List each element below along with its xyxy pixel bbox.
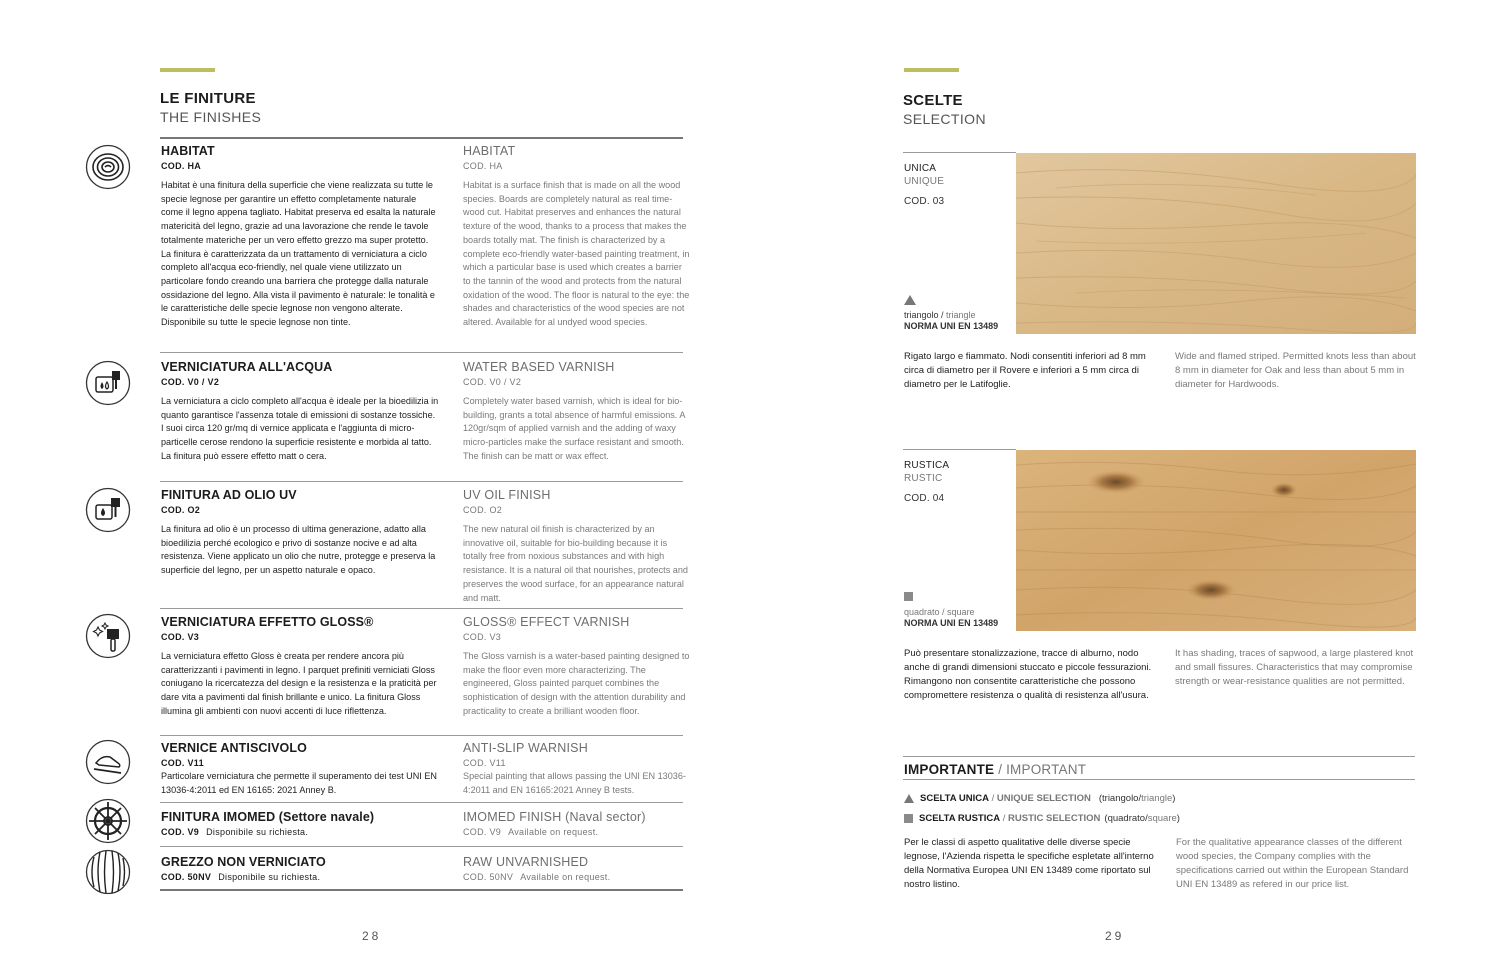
water-varnish-icon <box>85 360 131 406</box>
shape-name: triangolo <box>904 310 939 320</box>
finish-title: VERNICE ANTISCIVOLO <box>161 741 307 755</box>
page-number-left: 28 <box>362 929 382 943</box>
finish-code: COD. O2 <box>463 505 503 515</box>
square-icon <box>904 814 913 823</box>
oil-finish-icon <box>85 487 131 533</box>
shape-it: triangolo <box>1102 793 1139 804</box>
finish-title: VERNICIATURA ALL'ACQUA <box>161 360 333 374</box>
important-rustic-row: SCELTA RUSTICA / RUSTIC SELECTION (quadrato/square) <box>904 813 1180 824</box>
divider <box>903 152 1016 153</box>
finish-title: GREZZO NON VERNICIATO <box>161 855 326 869</box>
finish-title: HABITAT <box>161 144 215 158</box>
finish-text: Completely water based varnish, which is ideal for bio-building, grants a total absence of harmful emissions. A 120gr/sqm of applied varnish and the adding of waxy micro-particles make the surface resistant and smooth. The finish can be matt or wax effect. <box>463 396 685 461</box>
accent-bar-left <box>160 68 215 72</box>
availability: Disponibile su richiesta. <box>218 872 321 882</box>
wood-sample-rustic <box>1016 450 1416 631</box>
finish-text: La verniciatura a ciclo completo all'acqua è ideale per la bioedilizia in quanto garantisce l'assenza totale di emissioni di sostanze tossiche. I suoi circa 120 gr/mq di vernice applicata e l'aggiunta di micro-particelle cerose rendono la superficie resistente e morbida al tatto. La finitura può essere effetto matt o cera. <box>161 396 439 461</box>
finish-oil-it <box>161 488 439 578</box>
finish-text: Habitat is a surface finish that is made on all the wood species. Boards are completely natural as real time-wood cut. Habitat preserves and enhances the natural texture of the wood, thanks to a process that makes the boards totally mat. The finish is characterized by a complete eco-friendly water-based painting treatment, in which a particular base is used which creates a barrier to the tannin of the wood and protects from the natural oxidation of the wood. The floor is natural to the eye: the shades and characteristics of the wood species are not altered. Available for al undyed wood species. <box>463 180 690 328</box>
finish-title: IMOMED FINISH (Naval sector) <box>463 810 646 824</box>
selection-name-en: RUSTIC <box>904 473 943 484</box>
gloss-brush-icon <box>85 613 131 659</box>
important-en: IMPORTANT <box>1006 762 1087 777</box>
selection-en: RUSTIC SELECTION <box>1008 813 1101 824</box>
divider <box>160 608 683 609</box>
page-number-right: 29 <box>1105 929 1125 943</box>
important-text-it: Per le classi di aspetto qualitative delle diverse specie legnose, l'Azienda rispetta le specifiche espletate all'interno della Normativa Europea UNI EN 13489 come riportato sul nostro listino. <box>904 837 1154 890</box>
divider <box>160 137 683 139</box>
finish-title: HABITAT <box>463 144 516 158</box>
finish-gloss-it <box>161 615 439 719</box>
divider <box>160 481 683 482</box>
important-title: IMPORTANTE / IMPORTANT <box>904 762 1087 777</box>
selection-name: RUSTICA <box>904 460 950 471</box>
selection-rustica-desc-en: It has shading, traces of sapwood, a large plastered knot and small fissures. Characteristics that may compromise strength or wear-resistance qualities are not permitted. <box>1175 648 1414 687</box>
finish-text: The new natural oil finish is characterized by an innovative oil, suitable for bio-building because it is totally free from noxious substances and with high resistance. It is a natural oil that nourishes, protects and preserves the wood surface, for an appearance natural and matt. <box>463 524 688 603</box>
selection-unica-label <box>904 163 944 207</box>
shape-it: quadrato <box>1107 813 1146 824</box>
finish-habitat-en <box>463 144 691 330</box>
selection-name-en: UNIQUE <box>904 176 945 187</box>
finish-oil-en <box>463 488 691 605</box>
finish-code: COD. V0 / V2 <box>463 377 522 387</box>
divider <box>903 756 1415 757</box>
norm: NORMA UNI EN 13489 <box>904 321 999 331</box>
finish-anti-slip-en <box>463 741 691 797</box>
finish-title: VERNICIATURA EFFETTO GLOSS® <box>161 615 374 629</box>
code-value: COD. V9 <box>161 827 200 837</box>
finish-code <box>161 871 439 884</box>
code-value: COD. 50NV <box>161 872 212 882</box>
shape-name-en: square <box>947 607 975 617</box>
selection-it: SCELTA RUSTICA <box>919 813 1001 824</box>
selection-unica-desc-it: Rigato largo e fiammato. Nodi consentiti inferiori ad 8 mm circa di diametro per il Rovere e inferiori a 5 mm circa di diametro per le Latifoglie. <box>904 351 1146 390</box>
square-icon <box>904 592 913 601</box>
finish-code: COD. HA <box>463 161 503 171</box>
finish-text: La finitura ad olio è un processo di ultima generazione, adatto alla bioedilizia perché ecologico e privo di sostanze nocive e ad alta resistenza. Viene applicato un olio che nutre, protegge e preserva la superficie del legno, per un aspetto naturale e opaco. <box>161 524 436 576</box>
availability: Disponibile su richiesta. <box>206 827 309 837</box>
divider <box>903 449 1016 450</box>
accent-bar-right <box>904 68 959 72</box>
finish-text: Particolare verniciatura che permette il superamento dei test UNI EN 13036-4:2011 ed EN 16165: 2021 Anney B. <box>161 771 437 795</box>
finish-code <box>463 826 691 839</box>
code-value: COD. 50NV <box>463 872 514 882</box>
finish-code: COD. O2 <box>161 505 201 515</box>
selection-code: COD. 04 <box>904 493 945 504</box>
finish-water-varnish-it <box>161 360 439 464</box>
wood-sample-unique <box>1016 153 1416 334</box>
availability: Available on request. <box>508 827 599 837</box>
shape-name-en: triangle <box>946 310 976 320</box>
divider <box>160 735 683 736</box>
divider <box>160 889 683 891</box>
divider <box>903 779 1415 780</box>
selection-rustica-label <box>904 460 949 504</box>
selection-name: UNICA <box>904 163 937 174</box>
selection-unica-norm: triangolo / triangle NORMA UNI EN 13489 <box>904 310 999 331</box>
finish-code: COD. V3 <box>463 632 502 642</box>
finish-code: COD. HA <box>161 161 202 171</box>
selection-en: UNIQUE SELECTION <box>996 793 1091 804</box>
finish-text: The Gloss varnish is a water-based painting designed to make the floor even more characterizing. The engineered, Gloss painted parquet combines the sophistication of design with the attention durability and practicality to create a brilliant wooden floor. <box>463 651 690 716</box>
important-it: IMPORTANTE <box>904 762 995 777</box>
finish-title: GLOSS® EFFECT VARNISH <box>463 615 630 629</box>
finish-code <box>463 871 691 884</box>
shape-name: quadrato <box>904 607 940 617</box>
page-subtitle-left: THE FINISHES <box>160 109 262 125</box>
finish-title: FINITURA AD OLIO UV <box>161 488 297 502</box>
finish-title: ANTI-SLIP WARNISH <box>463 741 588 755</box>
finish-gloss-en <box>463 615 691 719</box>
finish-code <box>161 826 439 839</box>
norm: NORMA UNI EN 13489 <box>904 618 999 628</box>
selection-it: SCELTA UNICA <box>920 793 989 804</box>
selection-rustica-norm: quadrato / square NORMA UNI EN 13489 <box>904 607 999 628</box>
availability: Available on request. <box>520 872 611 882</box>
finish-code: COD. V0 / V2 <box>161 377 220 387</box>
finish-code: COD. V11 <box>161 758 204 768</box>
finish-title: WATER BASED VARNISH <box>463 360 615 374</box>
finish-anti-slip-it <box>161 741 439 797</box>
anti-slip-shoe-icon <box>85 739 131 785</box>
important-text-en: For the qualitative appearance classes of the different wood species, the Company complies with the specifications carried out within the European Standard UNI EN 13489 as refered in our price list. <box>1176 837 1409 890</box>
page-subtitle-right: SELECTION <box>903 111 986 127</box>
finish-water-varnish-en <box>463 360 691 464</box>
shape-en: square <box>1147 813 1177 824</box>
triangle-icon <box>904 794 914 803</box>
finish-imomed-it <box>161 810 439 839</box>
shape-en: triangle <box>1141 793 1173 804</box>
finish-habitat-it <box>161 144 439 330</box>
finish-title: UV OIL FINISH <box>463 488 551 502</box>
selection-code: COD. 03 <box>904 196 945 207</box>
finish-text: La verniciatura effetto Gloss è creata per rendere ancora più caratterizzanti i pavimenti in legno. I parquet prefiniti verniciati Gloss coniugano la ricercatezza del design e la resistenza e la praticità per dare vita a pavimenti dal finish brillante e unico. La finitura Gloss illumina gli ambienti con nuovi accenti di luce riflettenza. <box>161 651 437 716</box>
important-unique-row: SCELTA UNICA / UNIQUE SELECTION (triangolo/triangle) <box>904 793 1175 804</box>
divider <box>160 802 683 803</box>
finish-title: FINITURA IMOMED (Settore navale) <box>161 810 375 824</box>
raw-wood-icon <box>85 849 131 895</box>
finish-code: COD. V3 <box>161 632 200 642</box>
wood-rings-icon <box>85 144 131 190</box>
finish-text: Habitat è una finitura della superficie che viene realizzata su tutte le specie legnose per garantire un effetto completamente naturale come il legno appena tagliato. Habitat preserva ed esalta la naturale matericità del legno, grazie ad una lavorazione che rende le tavole totalmente materiche per un vero effetto grezzo ma super protetto. La finitura è caratterizzata da un trattamento di verniciatura a ciclo completo all'acqua eco-friendly, nel quale viene utilizzato un particolare fondo creando una barriera che protegge dalla naturale ossidazione del legno. Alla vista il pavimento è naturale: le tonalità e le caratteristiche delle specie legnose non vengono alterate. Disponibile su tutte le specie legnose non tinte. <box>161 180 436 328</box>
triangle-icon <box>904 295 916 305</box>
page-title-left: LE FINITURE <box>160 90 256 107</box>
finish-code: COD. V11 <box>463 758 506 768</box>
finish-raw-it <box>161 855 439 884</box>
code-value: COD. V9 <box>463 827 502 837</box>
ship-wheel-icon <box>85 798 131 844</box>
divider <box>160 352 683 353</box>
finish-imomed-en <box>463 810 691 839</box>
divider <box>160 846 683 847</box>
finish-raw-en <box>463 855 691 884</box>
selection-rustica-desc-it: Può presentare stonalizzazione, tracce di alburno, nodo anche di grandi dimensioni stuccato e piccole fessurazioni. Rimangono non consentite caratteristiche che possono compromettere resistenza o qualità di resistenza all'usura. <box>904 648 1152 701</box>
page-title-right: SCELTE <box>903 92 963 109</box>
selection-unica-desc-en: Wide and flamed striped. Permitted knots less than about 8 mm in diameter for Oak and less than about 5 mm in diameter for Hardwoods. <box>1175 351 1416 390</box>
finish-title: RAW UNVARNISHED <box>463 855 589 869</box>
finish-text: Special painting that allows passing the UNI EN 13036-4:2011 and EN 16165:2021 Anney B tests. <box>463 771 686 795</box>
